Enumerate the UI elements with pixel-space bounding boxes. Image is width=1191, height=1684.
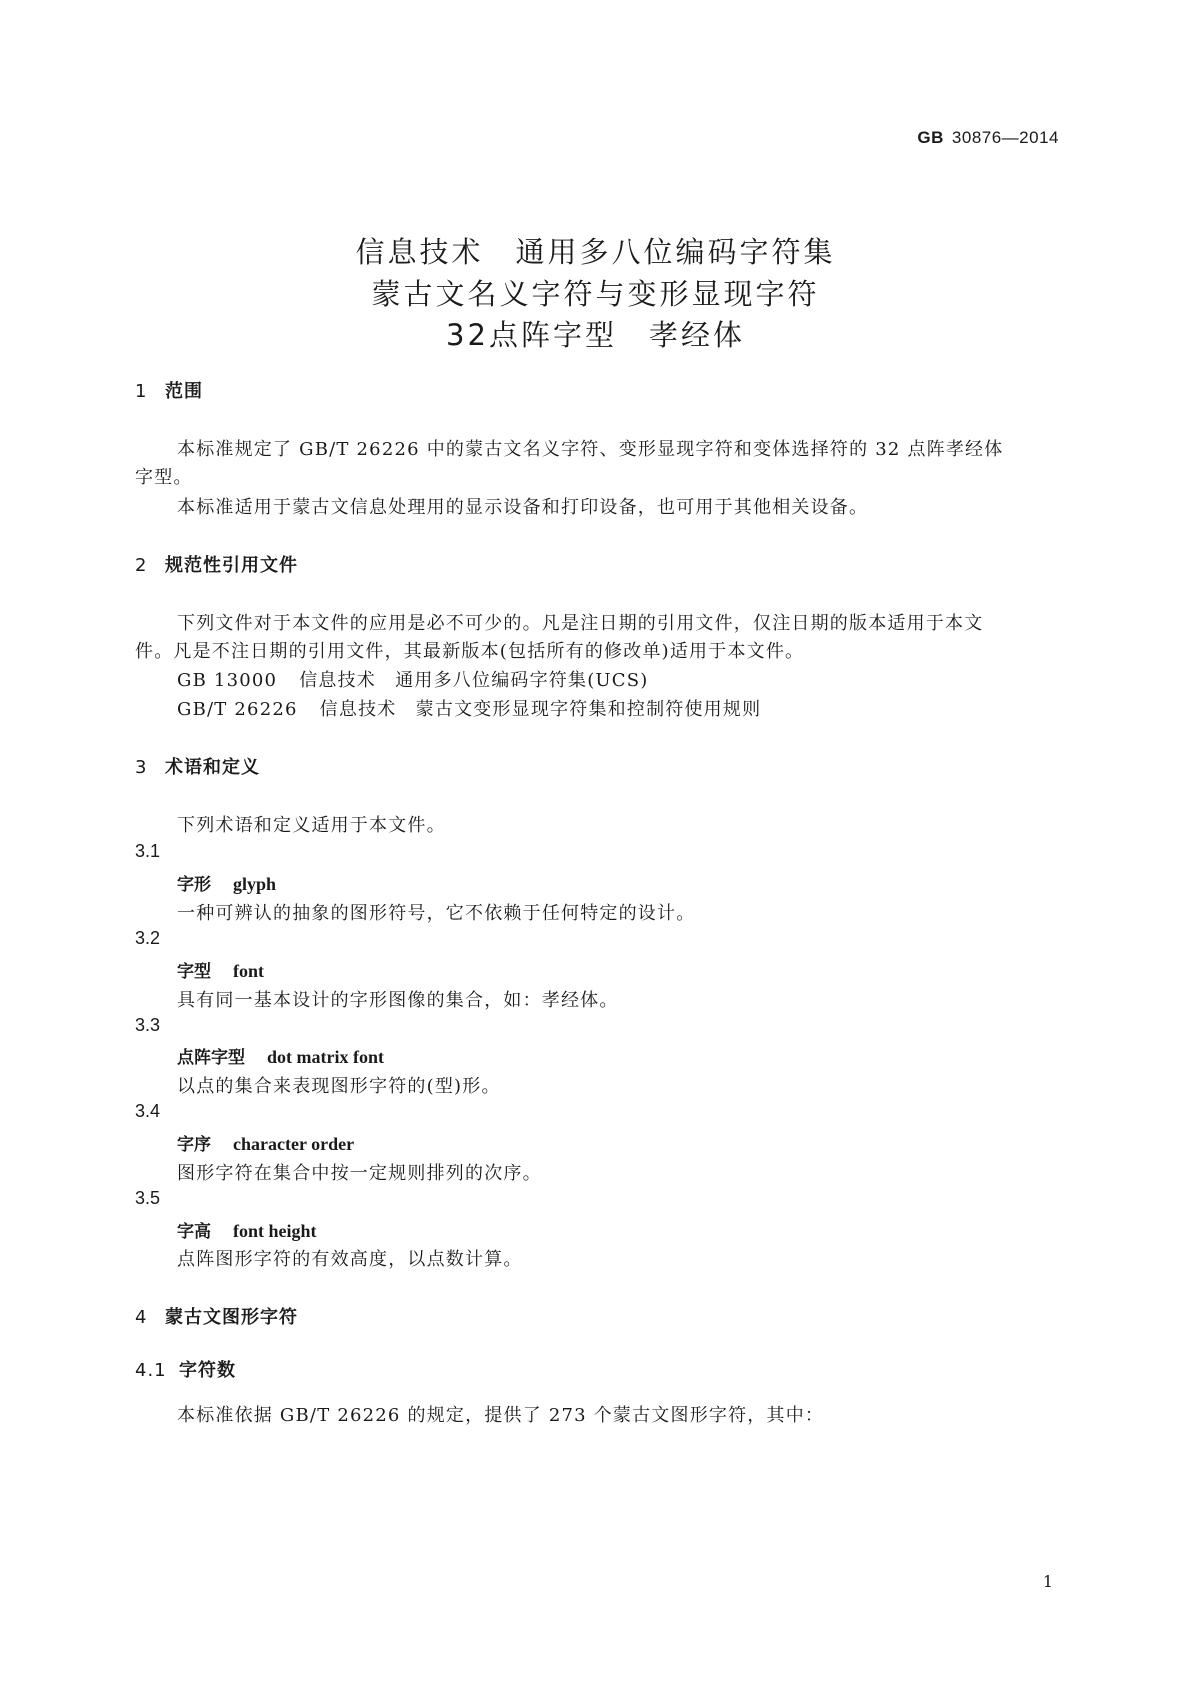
standard-number: 30876—2014: [951, 128, 1059, 147]
term-definition: 具有同一基本设计的字形图像的集合，如：孝经体。: [177, 990, 619, 1011]
document-code: [917, 128, 1059, 148]
term-zh: 字型: [177, 962, 211, 982]
term-heading: [177, 957, 264, 982]
section-title: 规范性引用文件: [165, 555, 298, 576]
term-heading: [177, 1217, 317, 1242]
term-definition: 图形字符在集合中按一定规则排列的次序。: [177, 1163, 542, 1184]
term-number: 3.3: [135, 1015, 161, 1035]
scope-paragraph-2: 本标准适用于蒙古文信息处理用的显示设备和打印设备，也可用于其他相关设备。: [177, 497, 869, 518]
term-definition: 一种可辨认的抽象的图形符号，它不依赖于任何特定的设计。: [177, 903, 696, 924]
standard-prefix: GB: [917, 128, 944, 147]
title-line-2: 蒙古文名义字符与变形显现字符: [371, 277, 820, 311]
page-number: 1: [1042, 1572, 1053, 1591]
scope-paragraph-1-line-2: 字型。: [135, 467, 193, 488]
section-1-heading: [135, 377, 203, 403]
refs-intro-line-2: 件。凡是不注日期的引用文件，其最新版本(包括所有的修改单)适用于本文件。: [135, 641, 805, 662]
term-zh: 字序: [177, 1135, 211, 1155]
term-zh: 字高: [177, 1222, 211, 1242]
term-heading: [177, 870, 276, 895]
reference-code: GB/T 26226: [177, 699, 298, 720]
charcount-paragraph: 本标准依据 GB/T 26226 的规定，提供了 273 个蒙古文图形字符，其中：: [177, 1405, 825, 1426]
reference-title: 信息技术 通用多八位编码字符集(UCS): [299, 670, 649, 691]
title-line-3: 32点阵字型 孝经体: [446, 318, 745, 352]
term-en: glyph: [233, 874, 277, 894]
term-number: 3.1: [135, 841, 161, 861]
section-title: 字符数: [179, 1360, 236, 1381]
section-4-heading: [135, 1303, 298, 1329]
section-number: 3: [135, 757, 148, 778]
section-title: 范围: [165, 381, 203, 402]
term-number: 3.4: [135, 1101, 161, 1121]
term-heading: [177, 1043, 384, 1068]
term-definition: 点阵图形字符的有效高度，以点数计算。: [177, 1249, 523, 1270]
section-title: 术语和定义: [165, 757, 260, 778]
refs-intro-line-1: 下列文件对于本文件的应用是必不可少的。凡是注日期的引用文件，仅注日期的版本适用于本文: [177, 613, 984, 634]
term-zh: 字形: [177, 875, 211, 895]
term-en: character order: [233, 1134, 355, 1154]
term-definition: 以点的集合来表现图形字符的(型)形。: [177, 1076, 501, 1097]
section-number: 4: [135, 1307, 148, 1328]
section-number: 1: [135, 381, 148, 402]
terms-intro: 下列术语和定义适用于本文件。: [177, 815, 446, 836]
term-number: 3.2: [135, 928, 161, 948]
term-en: dot matrix font: [267, 1047, 384, 1067]
section-2-heading: [135, 551, 298, 577]
term-zh: 点阵字型: [177, 1048, 245, 1068]
term-en: font height: [233, 1221, 317, 1241]
section-3-heading: [135, 753, 260, 779]
reference-title: 信息技术 蒙古文变形显现字符集和控制符使用规则: [319, 699, 762, 720]
section-4-1-heading: [135, 1356, 236, 1382]
section-number: 2: [135, 555, 148, 576]
term-heading: [177, 1130, 354, 1155]
term-en: font: [233, 961, 264, 981]
reference-2: [177, 695, 761, 721]
section-title: 蒙古文图形字符: [165, 1307, 298, 1328]
title-line-1: 信息技术 通用多八位编码字符集: [355, 235, 836, 269]
reference-1: [177, 666, 649, 692]
section-number: 4.1: [135, 1360, 167, 1381]
scope-paragraph-1-line-1: 本标准规定了 GB/T 26226 中的蒙古文名义字符、变形显现字符和变体选择符的 32 点阵孝经体: [177, 439, 1004, 460]
reference-code: GB 13000: [177, 670, 278, 691]
term-number: 3.5: [135, 1188, 161, 1208]
